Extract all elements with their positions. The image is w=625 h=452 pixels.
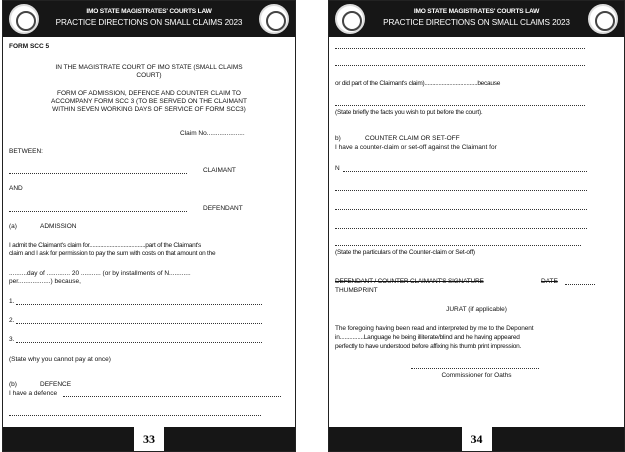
court-seal-icon xyxy=(259,4,289,34)
admission-text-1: I admit the Claimant's claim for....................................part of the Claimant's xyxy=(9,242,202,249)
page-33 xyxy=(2,0,296,452)
admission-text-4: per..................) because, xyxy=(9,278,81,285)
counter-claim-line-5 xyxy=(335,245,581,246)
counter-claim-heading: COUNTER CLAIM OR SET-OFF xyxy=(365,135,460,142)
and-label: AND xyxy=(9,185,23,192)
claimant-label: CLAIMANT xyxy=(203,167,236,174)
defence-number: (b) xyxy=(9,381,17,388)
page-footer xyxy=(329,427,624,451)
claimant-line xyxy=(9,173,187,174)
page-header xyxy=(329,1,624,37)
jurat-heading: JURAT (if applicable) xyxy=(446,306,507,313)
state-why-note: (State why you cannot pay at once) xyxy=(9,356,111,363)
page-header xyxy=(3,1,295,37)
jurat-text-2: in...............Language he being illiterate/blind and he having appeared xyxy=(335,334,520,341)
facts-line xyxy=(335,105,585,106)
page-34 xyxy=(328,0,625,452)
defence-text: I have a defence xyxy=(9,390,58,397)
page-footer xyxy=(3,427,295,451)
signature-label: DEFENDANT / COUNTER CLAIMANT'S SIGNATURE xyxy=(335,278,484,285)
defendant-label: DEFENDANT xyxy=(203,205,243,212)
jurat-text-1: The foregoing having been read and interpreted by me to the Deponent xyxy=(335,325,534,332)
reason-1-line xyxy=(16,304,262,305)
counter-claim-text: I have a counter-claim or set-off against the Claimant for xyxy=(335,144,497,151)
court-line-2: COURT) xyxy=(136,72,162,79)
admission-text-2: claim and I ask for permission to pay the sum with costs on that amount on the xyxy=(9,250,216,257)
reason-2-number: 2. xyxy=(9,317,15,324)
between-label: BETWEEN: xyxy=(9,148,43,155)
reason-2-line xyxy=(16,323,262,324)
thumbprint-label: THUMBPRINT xyxy=(335,287,378,294)
court-line-1: IN THE MAGISTRATE COURT OF IMO STATE (SMALL CLAIMS xyxy=(55,64,243,71)
form-id: FORM SCC 5 xyxy=(9,43,50,50)
jurat-text-3: perfectly to have understood before affixing his thumb print impression. xyxy=(335,343,522,350)
header-subtitle: PRACTICE DIRECTIONS ON SMALL CLAIMS 2023 xyxy=(55,18,243,27)
defendant-line xyxy=(9,211,187,212)
defence-line-2 xyxy=(9,415,261,416)
header-title: IMO STATE MAGISTRATES' COURTS LAW xyxy=(86,8,212,15)
defence-line-1 xyxy=(63,396,281,397)
form-title-1: FORM OF ADMISSION, DEFENCE AND COUNTER CLAIM TO xyxy=(57,90,241,97)
defence-continuation-line-2 xyxy=(335,65,585,66)
court-seal-icon xyxy=(588,4,618,34)
counter-claim-number: b) xyxy=(335,135,341,142)
defence-heading: DEFENCE xyxy=(40,381,72,388)
reason-1-number: 1. xyxy=(9,298,15,305)
counter-claim-amount: N xyxy=(335,165,340,172)
claim-number: Claim No..................... xyxy=(180,130,245,137)
date-line xyxy=(565,284,595,285)
admission-number: (a) xyxy=(9,223,17,230)
counter-claim-line-1 xyxy=(343,171,587,172)
admission-heading: ADMISSION xyxy=(40,223,77,230)
page-number: 34 xyxy=(462,427,492,451)
counter-claim-line-3 xyxy=(335,209,587,210)
defence-continuation-line-1 xyxy=(335,48,585,49)
header-title: IMO STATE MAGISTRATES' COURTS LAW xyxy=(413,8,540,15)
state-facts-note: (State briefly the facts you wish to put before the court). xyxy=(335,109,483,116)
page-number: 33 xyxy=(134,427,164,451)
reason-3-number: 3. xyxy=(9,336,15,343)
commissioner-label: Commissioner for Oaths xyxy=(441,372,512,379)
counter-claim-line-4 xyxy=(335,228,587,229)
reason-3-line xyxy=(16,342,262,343)
form-title-2: ACCOMPANY FORM SCC 3 (TO BE SERVED ON THE CLAIMANT xyxy=(51,98,247,105)
commissioner-signature-line xyxy=(411,368,539,369)
counter-claim-line-2 xyxy=(335,190,587,191)
admission-text-3: ..........day of ............. 20 ........... (or by installments of N............ xyxy=(9,270,191,277)
header-subtitle: PRACTICE DIRECTIONS ON SMALL CLAIMS 2023 xyxy=(383,18,570,27)
date-label: DATE xyxy=(541,278,558,285)
form-title-3: WITHIN SEVEN WORKING DAYS OF SERVICE OF FORM SCC3) xyxy=(52,106,246,113)
state-particulars-note: (State the particulars of the Counter-claim or Set-off) xyxy=(335,249,475,256)
claim-part-text: or did part of the Claimant's claim)..................................because xyxy=(335,80,501,87)
